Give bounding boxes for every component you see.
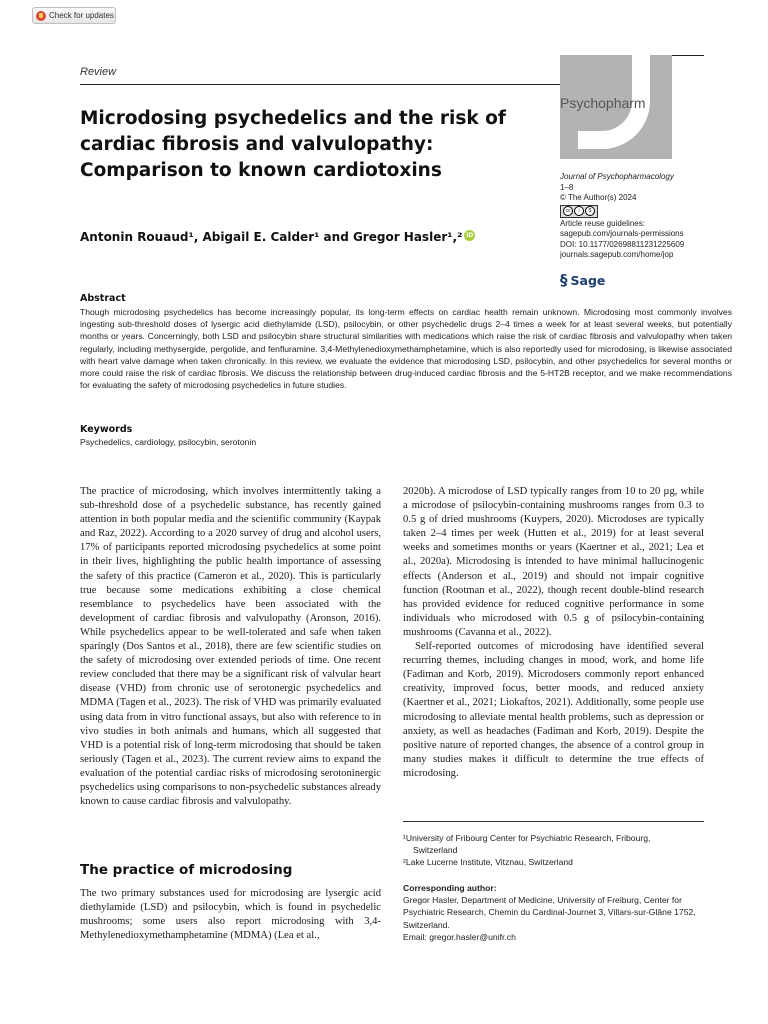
footnote-rule (403, 821, 704, 822)
article-type: Review (80, 66, 117, 78)
abstract-text: Though microdosing psychedelics has become increasingly popular, its long-term effects on cardiac health remain unknown. Microdosing most commonly involves ingesting sub-threshold doses of lysergic acid diethylamide (LSD), psilocybin, or other psychedelic drugs 2–4 times a week for at least several weeks, but potentially months or years. Concerningly, both LSD and psilocybin share structural similarities with medications which raise the risk of cardiac fibrosis and valvulopathy when taken regularly, including methysergide, pergolide, and fenfluramine. 3,4-Methylenedioxymethamphetamine, which is also reportedly used for microdosing, is likewise associated with heart valve damage when taken chronically. In this review, we evaluate the evidence that microdosing LSD, psilocybin, and other psychedelics for several months or more could raise the risk of cardiac fibrosis. We discuss the relationship between drug-induced cardiac fibrosis and the 5-HT2B receptor, and we make recommendations for evaluating the safety of microdosing psychedelics in future studies. (80, 307, 732, 391)
dose-paragraph: 2020b). A microdose of LSD typically ranges from 10 to 20 µg, while a microdose of psilocybin-containing mushrooms ranges from 0.3 to 0.5 g of dried mushrooms (Kuypers, 2020). Microdoses are typically taken 2–4 times per week (Hutten et al., 2019) for at least several weeks and sometimes months or years (Kaertner et al., 2021; Lea et al., 2020a). Microdosing is intended to have minimal hallucinogenic effects (Anderson et al., 2019) and should not impair cognitive function (Rootman et al., 2022), though recent double-blind research has provided evidence for reduced cognitive performance in some individuals who microdosed with 0.5 g of psilocybin-containing mushrooms (Cavanna et al., 2022). (403, 486, 704, 638)
author-names: Antonin Rouaud¹, Abigail E. Calder¹ and Gregor Hasler¹,² (80, 230, 463, 244)
logo-text: Psychopharm (560, 95, 646, 111)
affiliation-1: ¹University of Fribourg Center for Psychiatric Research, Fribourg, (403, 833, 651, 843)
keywords-heading: Keywords (80, 424, 133, 435)
journal-name: Journal of Psychopharmacology (560, 172, 674, 181)
reuse-label: Article reuse guidelines: (560, 218, 645, 228)
body-column-left-lower (80, 887, 381, 943)
corresponding-author (403, 882, 704, 943)
check-for-updates-button[interactable] (32, 7, 116, 24)
journal-link[interactable]: journals.sagepub.com/home/jop (560, 250, 674, 259)
corresponding-email[interactable]: Email: gregor.hasler@unifr.ch (403, 931, 516, 942)
outcomes-paragraph: Self-reported outcomes of microdosing have identified several recurring themes, including changes in mood, work, and home life (Fadiman and Korb, 2019). Microdosers commonly report enhanced creativity, improved focus, better moods, and reduced anxiety (Kaertner et al., 2021; Liokaftos, 2021). Additionally, some people use microdosing to alleviate mental health problems, such as depression or anxiety, as well as headaches (Fadiman and Korb, 2019). Despite the positive nature of reported changes, the absence of a control group in many studies makes it difficult to determine the true effects of microdosing. (403, 641, 704, 779)
affiliations (403, 832, 704, 869)
sage-icon: § (560, 271, 568, 289)
section-heading: The practice of microdosing (80, 862, 293, 878)
publisher-name: Sage (570, 272, 606, 288)
nc-icon: $ (585, 206, 595, 216)
body-column-left (80, 485, 381, 809)
intro-paragraph: The practice of microdosing, which involves intermittently taking a sub-threshold dose of a psychedelic substance, has recently gained attention in both popular media and the scientific community (Kaypak and Raz, 2022). According to a 2020 survey of drug and alcohol users, 17% of participants reported microdosing psychedelics at some point in their lives, highlighting the public health importance of assessing the safety of this practice (Cameron et al., 2020). This is particularly true because some medications exhibiting a close chemical resemblance to psychedelics have been associated with the development of cardiac fibrosis and valvulopathy (Aronson, 2016). While psychedelics appear to be well-tolerated and safe when taken sparingly (Dos Santos et al., 2018), there are few scientific studies on the safety of microdosing over extended periods of time. One recent review concluded that there may be a significant risk of valvular heart disease (VHD) from chronic use of serotonergic psychedelics and MDMA (Tagen et al., 2023). The risk of VHD was primarily evaluated using data from in vitro functional assays, but also with reference to in vivo studies in both animals and humans, which all suggested that VHD is a potential risk of long-term microdosing that should be taken seriously (Tagen et al., 2023). The current review aims to expand the evaluation of the potential cardiac risks of microdosing serotoninergic psychedelics using comparisons to non-psychedelic substances already known to cause cardiac fibrosis and valvulopathy. (80, 486, 381, 808)
by-icon: i (574, 206, 584, 216)
abstract-heading: Abstract (80, 293, 126, 304)
reuse-link[interactable]: sagepub.com/journals-permissions (560, 229, 684, 238)
journal-info (560, 172, 730, 261)
corresponding-address: Gregor Hasler, Department of Medicine, University of Freiburg, Center for Psychiatric Research, Chemin du Cardinal-Journet 3, Villars-sur-Glâne 1752, Switzerland. (403, 895, 696, 930)
cc-icon: cc (563, 206, 573, 216)
update-icon (36, 11, 46, 21)
affiliation-2: ²Lake Lucerne Institute, Vitznau, Switzerland (403, 857, 573, 868)
orcid-icon[interactable]: iD (466, 232, 474, 239)
check-for-updates-label: Check for updates (49, 11, 114, 20)
article-title: Microdosing psychedelics and the risk of cardiac fibrosis and valvulopathy: Comparison to known cardiotoxins (80, 108, 506, 181)
header-rule (80, 84, 560, 85)
page-range: 1–8 (560, 182, 574, 192)
author-list (80, 230, 475, 244)
copyright: © The Author(s) 2024 (560, 193, 637, 202)
creative-commons-license-icon[interactable] (560, 205, 598, 218)
keywords-text: Psychedelics, cardiology, psilocybin, serotonin (80, 437, 257, 447)
body-column-right (403, 485, 704, 781)
affiliation-1-country: Switzerland (413, 845, 458, 856)
practice-paragraph: The two primary substances used for microdosing are lysergic acid diethylamide (LSD) and psilocybin, which is found in psychedelic mushrooms; some users also report microdosing with 3,4-Methylenedioxymethamphetamine (MDMA) (Lea et al., (80, 888, 381, 942)
corresponding-heading: Corresponding author: (403, 883, 497, 893)
journal-logo (560, 55, 672, 159)
doi[interactable]: DOI: 10.1177/02698811231225609 (560, 239, 685, 249)
publisher-logo (560, 271, 605, 289)
